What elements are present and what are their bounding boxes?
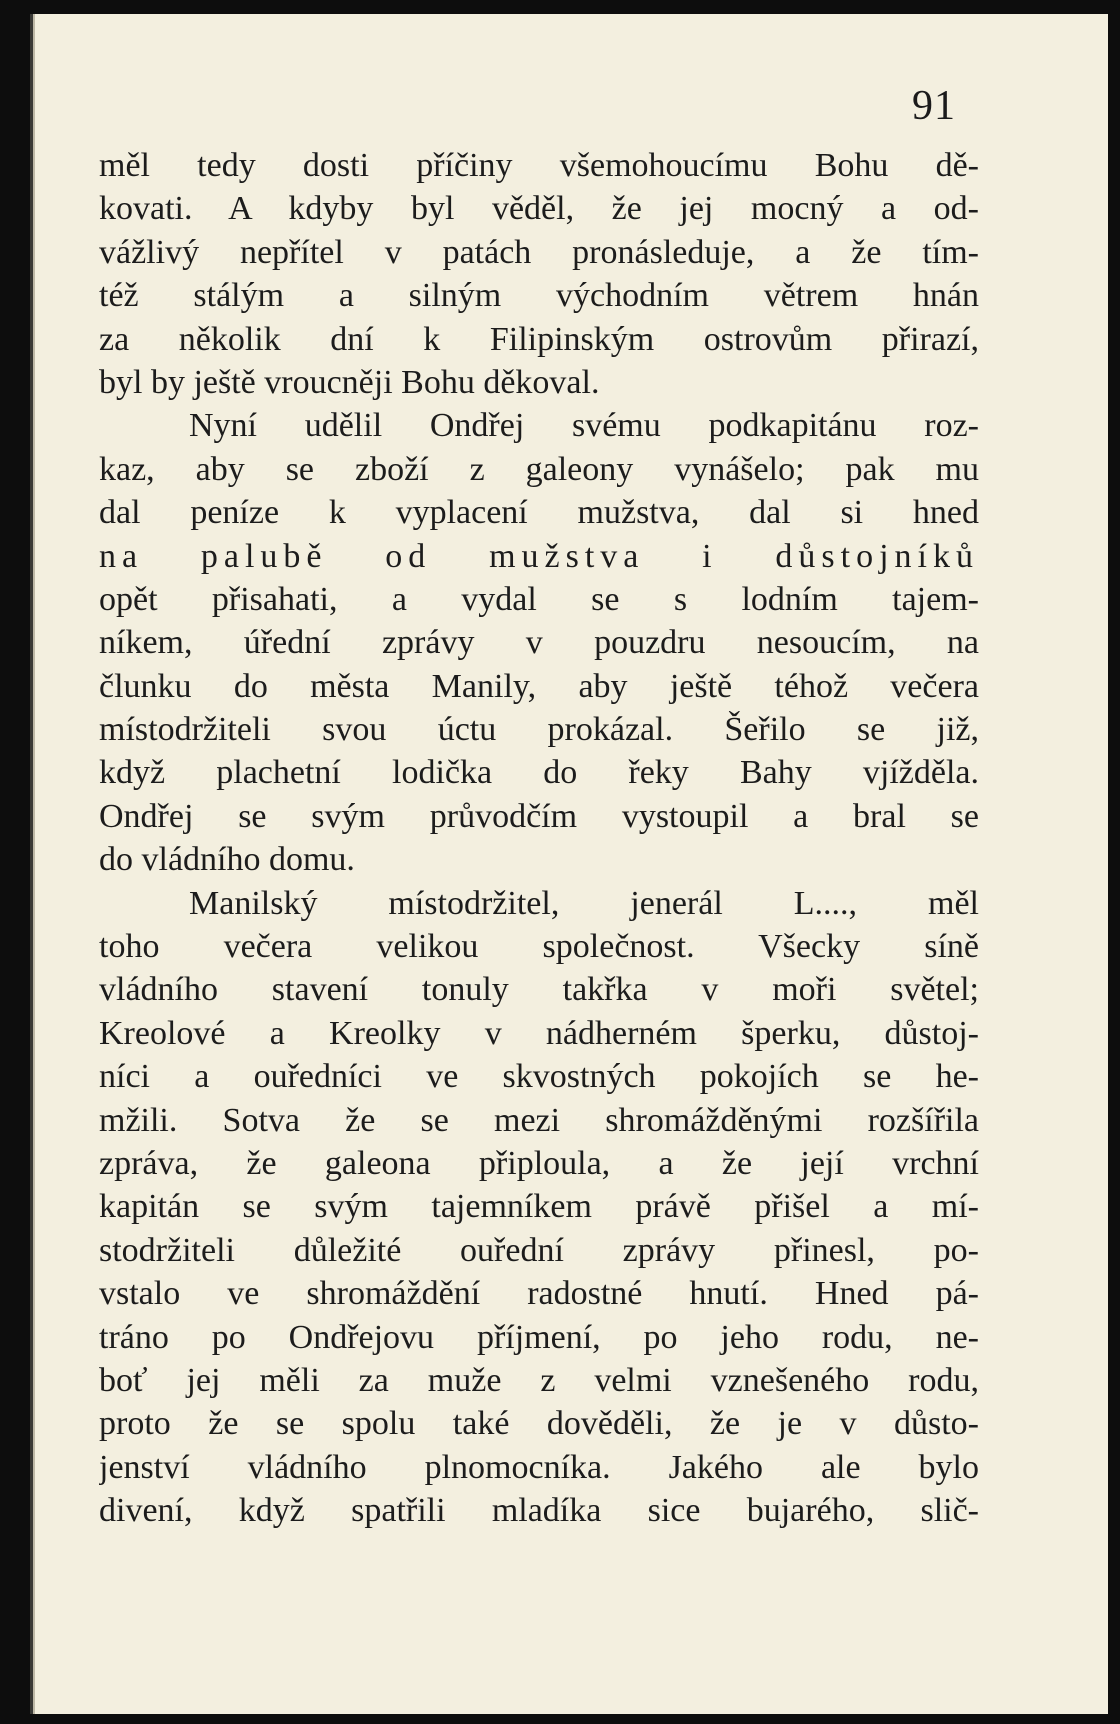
text-line: kapitán se svým tajemníkem právě přišel a mí- <box>99 1188 979 1226</box>
text-line: vládního stavení tonuly takřka v moři světel; <box>99 971 979 1009</box>
text-line: dal peníze k vyplacení mužstva, dal si hned <box>99 494 979 532</box>
text-line: Kreolové a Kreolky v nádherném šperku, důstoj- <box>99 1014 979 1052</box>
text-line: stodržiteli důležité ouřední zprávy přinesl, po- <box>99 1231 979 1269</box>
text-line: za několik dní k Filipinským ostrovům přirazí, <box>99 320 979 358</box>
text-line: mžili. Sotva že se mezi shromážděnými rozšířila <box>99 1101 979 1139</box>
text-line: níkem, úřední zprávy v pouzdru nesoucím, na <box>99 624 979 662</box>
text-line: Ondřej se svým průvodčím vystoupil a bral se <box>99 797 979 835</box>
text-line: boť jej měli za muže z velmi vznešeného rodu, <box>99 1361 979 1399</box>
text-line: kaz, aby se zboží z galeony vynášelo; pak mu <box>99 450 979 488</box>
text-line: též stálým a silným východním větrem hnán <box>99 277 979 315</box>
text-line: měl tedy dosti příčiny všemohoucímu Bohu dě- <box>99 147 979 184</box>
text-line: tráno po Ondřejovu příjmení, po jeho rodu, ne- <box>99 1318 979 1356</box>
body-text <box>99 144 979 1533</box>
text-line: byl by ještě vroucněji Bohu děkoval. <box>99 363 600 401</box>
text-line: divení, když spatřili mladíka sice bujarého, slič- <box>99 1492 979 1530</box>
text-line: níci a ouředníci ve skvostných pokojích se he- <box>99 1058 979 1096</box>
text-line: když plachetní lodička do řeky Bahy vjížděla. <box>99 754 979 792</box>
text-line: vstalo ve shromáždění radostné hnutí. Hned pá- <box>99 1275 979 1313</box>
text-line: zpráva, že galeona připloula, a že její vrchní <box>99 1144 979 1182</box>
text-line: na palubě od mužstva i důstojníků <box>99 537 979 575</box>
text-line: kovati. A kdyby byl věděl, že jej mocný a od- <box>99 190 979 228</box>
page-gutter <box>33 14 35 1714</box>
text-line: vážlivý nepřítel v patách pronásleduje, a že tím- <box>99 233 979 271</box>
page-number: 91 <box>912 83 956 129</box>
text-line: jenství vládního plnomocníka. Jakého ale bylo <box>99 1448 979 1486</box>
text-line: místodržiteli svou úctu prokázal. Šeřilo se již, <box>99 711 979 749</box>
text-line: proto že se spolu také dověděli, že je v důsto- <box>99 1405 979 1443</box>
paragraph-start-line: Nyní udělil Ondřej svému podkapitánu roz- <box>189 407 979 445</box>
text-line: toho večera velikou společnost. Všecky síně <box>99 928 979 966</box>
paragraph-start-line: Manilský místodržitel, jenerál L...., měl <box>189 884 979 922</box>
text-line: opět přisahati, a vydal se s lodním tajem- <box>99 580 979 618</box>
book-page <box>30 14 1108 1714</box>
text-line: člunku do města Manily, aby ještě téhož večera <box>99 667 979 705</box>
text-line: do vládního domu. <box>99 841 355 879</box>
